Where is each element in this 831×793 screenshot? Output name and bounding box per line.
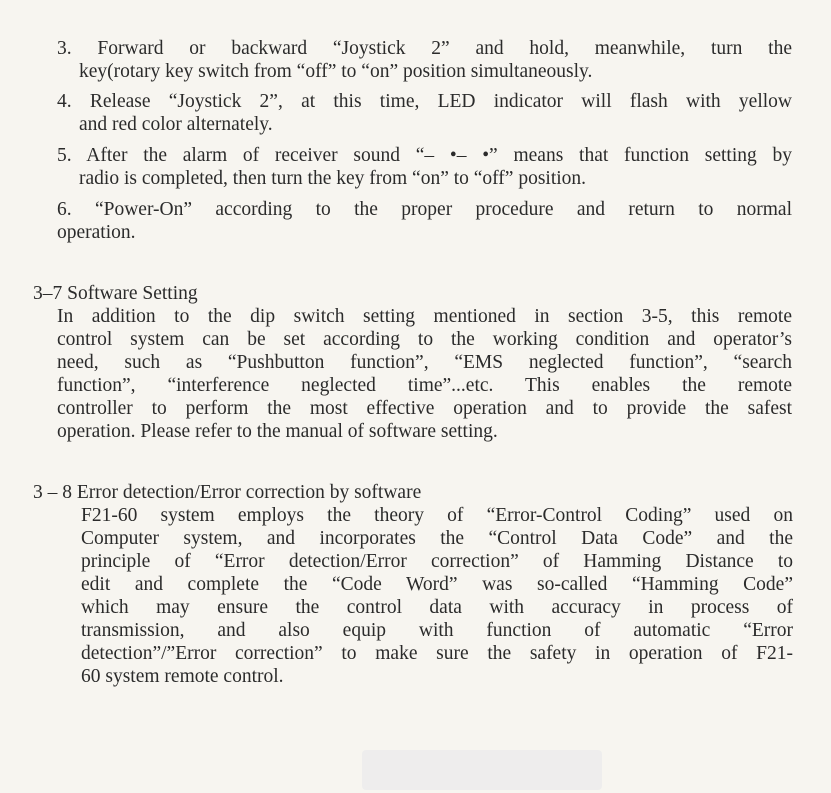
section-3-7-line-6: operation. Please refer to the manual of software setting. bbox=[57, 421, 498, 442]
section-3-7-heading: 3–7 Software Setting bbox=[33, 283, 198, 304]
step-6-line-2: operation. bbox=[57, 222, 136, 243]
section-3-8-line-4: edit and complete the “Code Word” was so-called “Hamming Code” bbox=[81, 574, 793, 595]
section-3-7-line-1: In addition to the dip switch setting mentioned in section 3-5, this remote bbox=[57, 306, 792, 327]
section-3-8-line-7: detection”/”Error correction” to make sure the safety in operation of F21- bbox=[81, 643, 793, 664]
section-3-7-line-2: control system can be set according to the working condition and operator’s bbox=[57, 329, 792, 350]
scan-artifact bbox=[362, 750, 602, 790]
step-4-line-1: 4. Release “Joystick 2”, at this time, LED indicator will flash with yellow bbox=[57, 91, 792, 112]
step-3-line-1: 3. Forward or backward “Joystick 2” and hold, meanwhile, turn the bbox=[57, 38, 792, 59]
section-3-7-line-3: need, such as “Pushbutton function”, “EMS neglected function”, “search bbox=[57, 352, 792, 373]
step-3-line-2: key(rotary key switch from “off” to “on” position simultaneously. bbox=[79, 61, 593, 82]
section-3-7-line-4: function”, “interference neglected time”...etc. This enables the remote bbox=[57, 375, 792, 396]
section-3-8-heading: 3 – 8 Error detection/Error correction by software bbox=[33, 482, 422, 503]
step-6-line-1: 6. “Power-On” according to the proper procedure and return to normal bbox=[57, 199, 792, 220]
section-3-7-line-5: controller to perform the most effective operation and to provide the safest bbox=[57, 398, 792, 419]
section-3-8-line-3: principle of “Error detection/Error correction” of Hamming Distance to bbox=[81, 551, 793, 572]
section-3-8-line-8: 60 system remote control. bbox=[81, 666, 284, 687]
section-3-8-line-5: which may ensure the control data with accuracy in process of bbox=[81, 597, 793, 618]
step-5-line-2: radio is completed, then turn the key from “on” to “off” position. bbox=[79, 168, 587, 189]
section-3-8-line-1: F21-60 system employs the theory of “Error-Control Coding” used on bbox=[81, 505, 793, 526]
section-3-8-line-6: transmission, and also equip with function of automatic “Error bbox=[81, 620, 793, 641]
step-5-line-1: 5. After the alarm of receiver sound “– •– •” means that function setting by bbox=[57, 145, 792, 166]
step-4-line-2: and red color alternately. bbox=[79, 114, 273, 135]
section-3-8-line-2: Computer system, and incorporates the “Control Data Code” and the bbox=[81, 528, 793, 549]
